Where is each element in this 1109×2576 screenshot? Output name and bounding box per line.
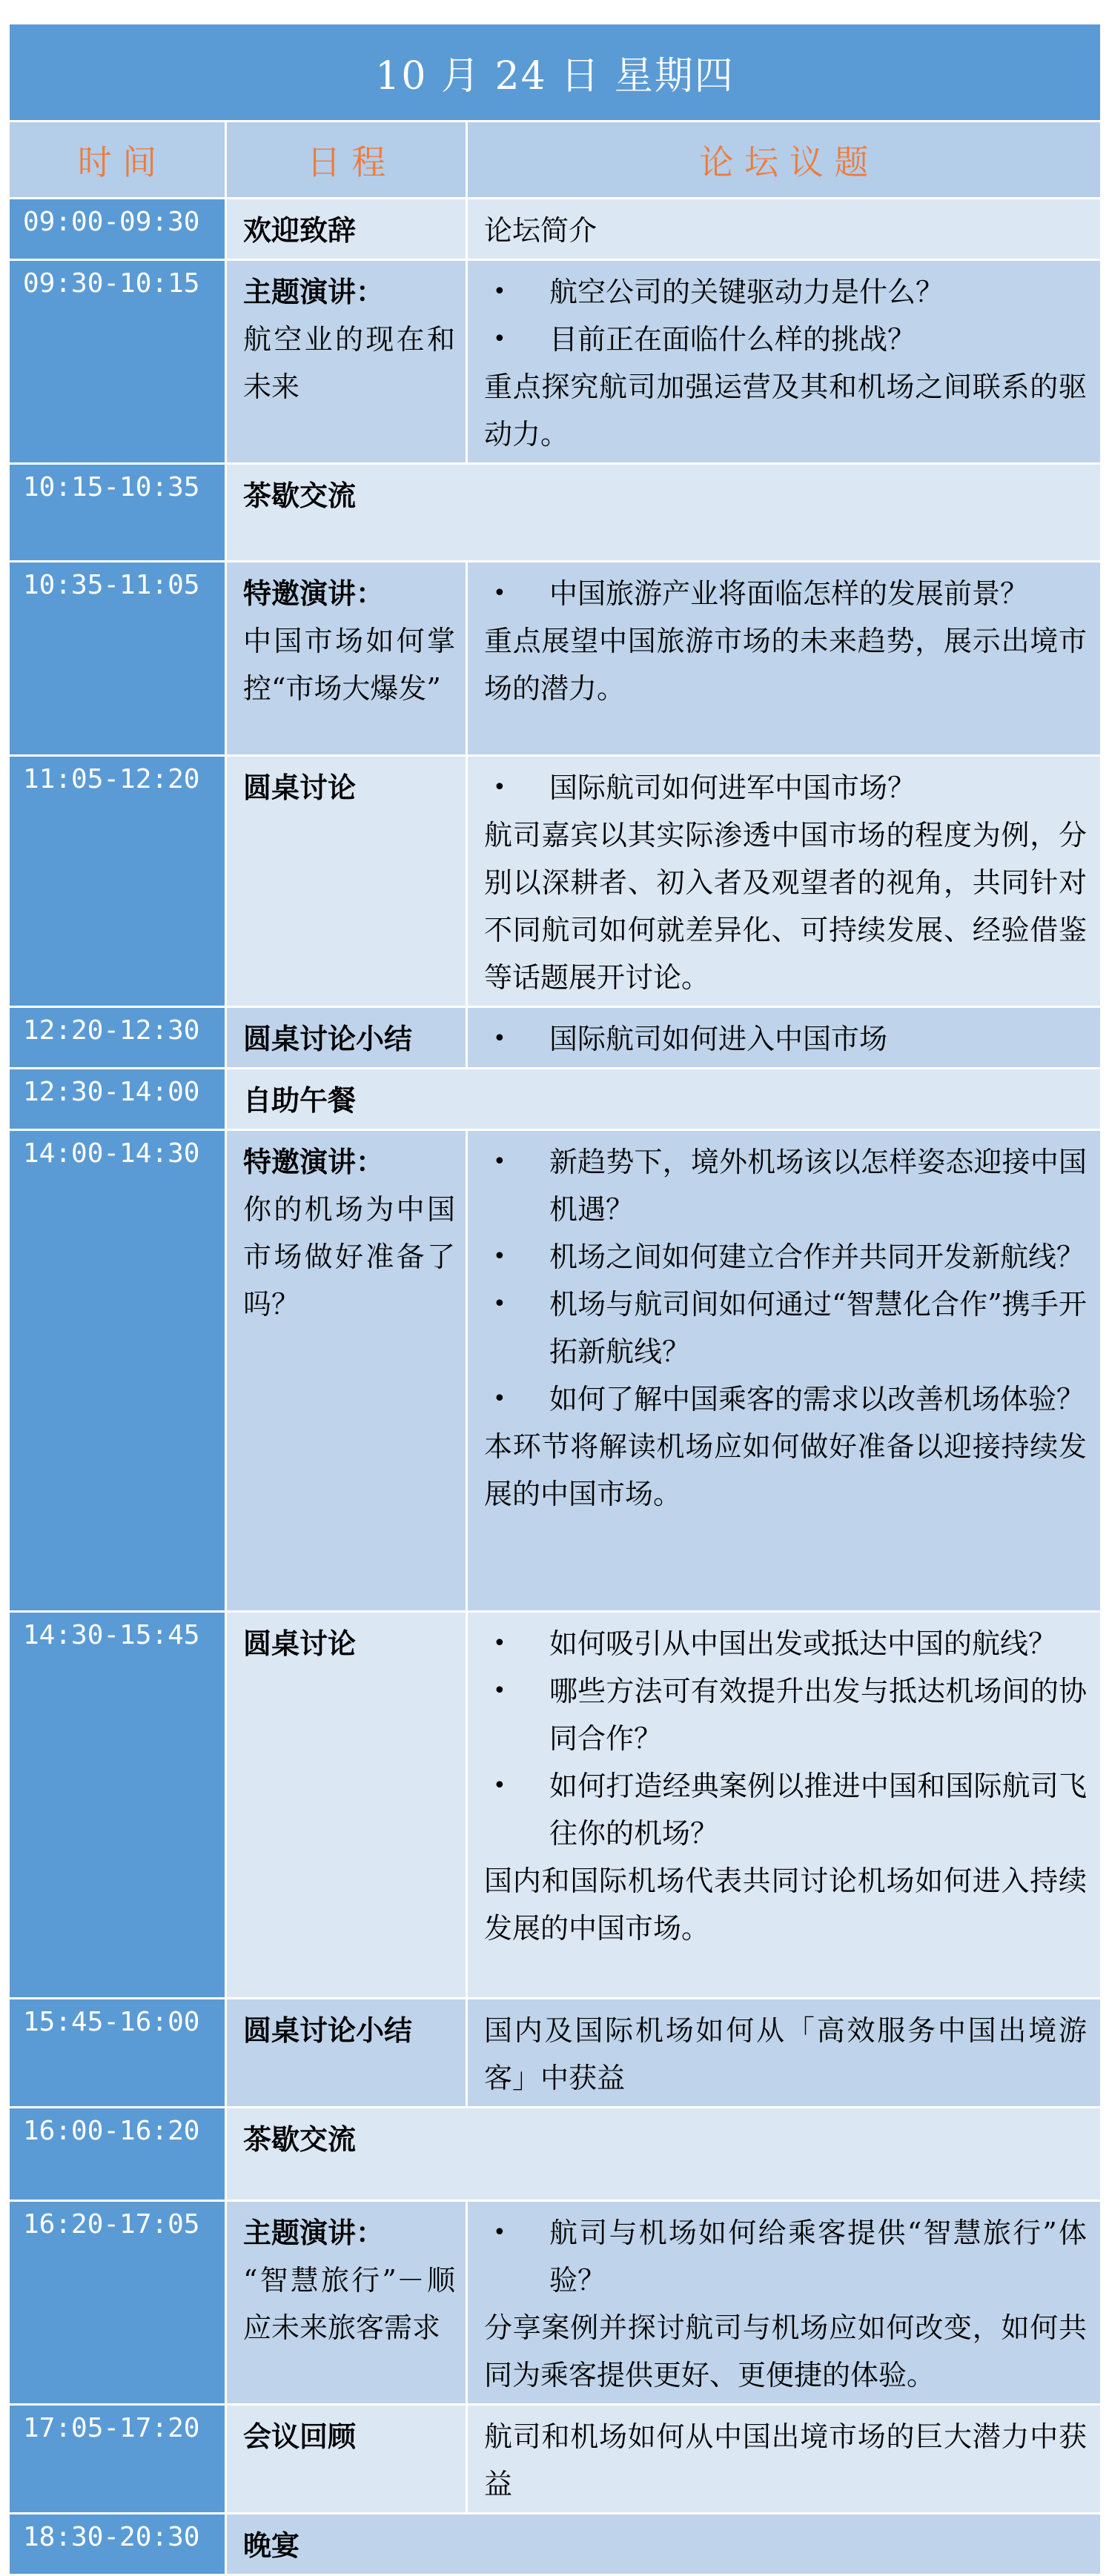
session-title: 会议回顾 [243, 2420, 357, 2453]
bullet-icon: • [493, 279, 506, 305]
schedule-row [9, 464, 1102, 562]
session-title: 圆桌讨论小结 [243, 1022, 413, 1055]
time-cell: 14:30-15:45 [9, 1612, 226, 1999]
topics-cell [467, 199, 1102, 260]
schedule-row [9, 1007, 1102, 1069]
bullet-item [484, 2209, 1087, 2304]
session-title: 茶歇交流 [243, 479, 357, 512]
session-title: 主题演讲： [243, 275, 385, 308]
topics-cell [467, 1999, 1102, 2108]
session-cell [226, 1999, 467, 2108]
bullet-item [484, 1138, 1087, 1233]
bullet-icon: • [493, 1026, 506, 1052]
topics-cell [467, 260, 1102, 464]
bullet-text: 航空公司的关键驱动力是什么？ [549, 276, 944, 308]
schedule-row [9, 260, 1102, 464]
session-subtitle: 航空业的现在和未来 [243, 323, 455, 403]
session-title: 自助午餐 [243, 1083, 357, 1117]
session-subtitle: 你的机场为中国市场做好准备了吗？ [243, 1193, 455, 1321]
time-cell: 12:20-12:30 [9, 1007, 226, 1069]
time-cell: 12:30-14:00 [9, 1069, 226, 1130]
bullet-item [484, 1620, 1087, 1667]
bullet-text: 如何打造经典案例以推进中国和国际航司飞往你的机场？ [549, 1770, 1087, 1850]
time-cell: 16:00-16:20 [9, 2108, 226, 2201]
topic-description: 重点探究航司加强运营及其和机场之间联系的驱动力。 [484, 371, 1087, 451]
schedule-title: 10 月 24 日 星期四 [9, 24, 1102, 122]
session-subtitle: 中国市场如何掌控“市场大爆发” [243, 625, 455, 705]
time-cell: 17:05-17:20 [9, 2405, 226, 2514]
session-cell [226, 2514, 1102, 2575]
bullet-item [484, 1375, 1087, 1423]
session-cell [226, 562, 467, 756]
bullet-text: 机场与航司间如何通过“智慧化合作”携手开拓新航线？ [549, 1288, 1087, 1368]
bullet-item [484, 570, 1087, 617]
topic-description: 航司和机场如何从中国出境市场的巨大潜力中获益 [484, 2420, 1087, 2500]
schedule-row [9, 2108, 1102, 2201]
bullet-icon: • [493, 1244, 506, 1269]
session-title: 圆桌讨论 [243, 771, 357, 804]
session-title: 主题演讲： [243, 2216, 385, 2249]
bullet-text: 哪些方法可有效提升出发与抵达机场间的协同合作？ [549, 1675, 1087, 1755]
topic-description: 航司嘉宾以其实际渗透中国市场的程度为例，分别以深耕者、初入者及观望者的视角，共同针对不同航司如何就差异化、可持续发展、经验借鉴等话题展开讨论。 [484, 819, 1087, 994]
schedule-table [7, 22, 1102, 2576]
header-topics: 论 坛 议 题 [467, 122, 1102, 199]
bullet-icon: • [493, 1678, 506, 1704]
schedule-row [9, 756, 1102, 1007]
time-cell: 18:30-20:30 [9, 2514, 226, 2575]
time-cell: 16:20-17:05 [9, 2201, 226, 2405]
time-cell: 09:30-10:15 [9, 260, 226, 464]
session-cell [226, 1069, 1102, 1130]
bullet-item [484, 1015, 1087, 1063]
session-cell [226, 464, 1102, 562]
bullet-text: 如何吸引从中国出发或抵达中国的航线？ [549, 1627, 1057, 1660]
title-row [9, 24, 1102, 122]
schedule-row [9, 1612, 1102, 1999]
topic-description: 本环节将解读机场应如何做好准备以迎接持续发展的中国市场。 [484, 1430, 1087, 1510]
bullet-icon: • [493, 1773, 506, 1799]
session-cell [226, 2405, 467, 2514]
session-title: 茶歇交流 [243, 2122, 357, 2156]
bullet-text: 机场之间如何建立合作并共同开发新航线？ [549, 1241, 1085, 1273]
session-title: 晚宴 [243, 2529, 300, 2562]
bullet-text: 目前正在面临什么样的挑战？ [549, 323, 916, 356]
bullet-icon: • [493, 1630, 506, 1656]
session-title: 圆桌讨论 [243, 1627, 357, 1660]
header-time: 时 间 [9, 122, 226, 199]
session-title: 特邀演讲： [243, 1145, 385, 1178]
bullet-icon: • [493, 1149, 506, 1175]
session-title: 圆桌讨论小结 [243, 2014, 413, 2047]
schedule-row [9, 1130, 1102, 1612]
bullet-text: 中国旅游产业将面临怎样的发展前景？ [549, 577, 1029, 610]
topic-description: 国内及国际机场如何从「高效服务中国出境游客」中获益 [484, 2014, 1087, 2094]
session-cell [226, 260, 467, 464]
topic-description: 重点展望中国旅游市场的未来趋势，展示出境市场的潜力。 [484, 625, 1087, 705]
bullet-text: 如何了解中国乘客的需求以改善机场体验？ [549, 1383, 1085, 1415]
bullet-icon: • [493, 326, 506, 352]
header-row [9, 122, 1102, 199]
schedule-row [9, 2405, 1102, 2514]
topics-cell [467, 1007, 1102, 1069]
schedule-row [9, 2514, 1102, 2575]
bullet-item [484, 316, 1087, 363]
session-cell [226, 2108, 1102, 2201]
time-cell: 15:45-16:00 [9, 1999, 226, 2108]
schedule-row [9, 1999, 1102, 2108]
topics-cell [467, 562, 1102, 756]
bullet-item [484, 764, 1087, 811]
header-session: 日 程 [226, 122, 467, 199]
bullet-icon: • [493, 2220, 506, 2245]
time-cell: 11:05-12:20 [9, 756, 226, 1007]
bullet-text: 国际航司如何进军中国市场？ [549, 771, 916, 804]
bullet-item [484, 1667, 1087, 1762]
schedule-row [9, 2201, 1102, 2405]
bullet-item [484, 1233, 1087, 1281]
topics-cell [467, 1130, 1102, 1612]
topic-description: 国内和国际机场代表共同讨论机场如何进入持续发展的中国市场。 [484, 1865, 1087, 1945]
topics-cell [467, 756, 1102, 1007]
bullet-item [484, 1762, 1087, 1857]
time-cell: 10:35-11:05 [9, 562, 226, 756]
bullet-icon: • [493, 1386, 506, 1412]
time-cell: 14:00-14:30 [9, 1130, 226, 1612]
bullet-icon: • [493, 774, 506, 800]
schedule-row [9, 199, 1102, 260]
bullet-item [484, 268, 1087, 316]
session-subtitle: “智慧旅行”－顺应未来旅客需求 [243, 2264, 455, 2344]
topic-description: 分享案例并探讨航司与机场应如何改变，如何共同为乘客提供更好、更便捷的体验。 [484, 2311, 1087, 2391]
session-title: 特邀演讲： [243, 577, 385, 610]
session-cell [226, 1007, 467, 1069]
topics-cell [467, 1612, 1102, 1999]
bullet-item [484, 1281, 1087, 1375]
session-cell [226, 2201, 467, 2405]
topic-description: 论坛简介 [484, 214, 597, 247]
session-cell [226, 199, 467, 260]
session-cell [226, 756, 467, 1007]
bullet-icon: • [493, 580, 506, 606]
bullet-text: 航司与机场如何给乘客提供“智慧旅行”体验？ [549, 2217, 1087, 2297]
topics-cell [467, 2201, 1102, 2405]
session-title: 欢迎致辞 [243, 213, 357, 247]
schedule-row [9, 562, 1102, 756]
bullet-icon: • [493, 1291, 506, 1317]
schedule-row [9, 1069, 1102, 1130]
bullet-text: 新趋势下，境外机场该以怎样姿态迎接中国机遇？ [549, 1146, 1087, 1226]
session-cell [226, 1612, 467, 1999]
bullet-text: 国际航司如何进入中国市场 [549, 1023, 888, 1055]
session-cell [226, 1130, 467, 1612]
time-cell: 09:00-09:30 [9, 199, 226, 260]
topics-cell [467, 2405, 1102, 2514]
time-cell: 10:15-10:35 [9, 464, 226, 562]
